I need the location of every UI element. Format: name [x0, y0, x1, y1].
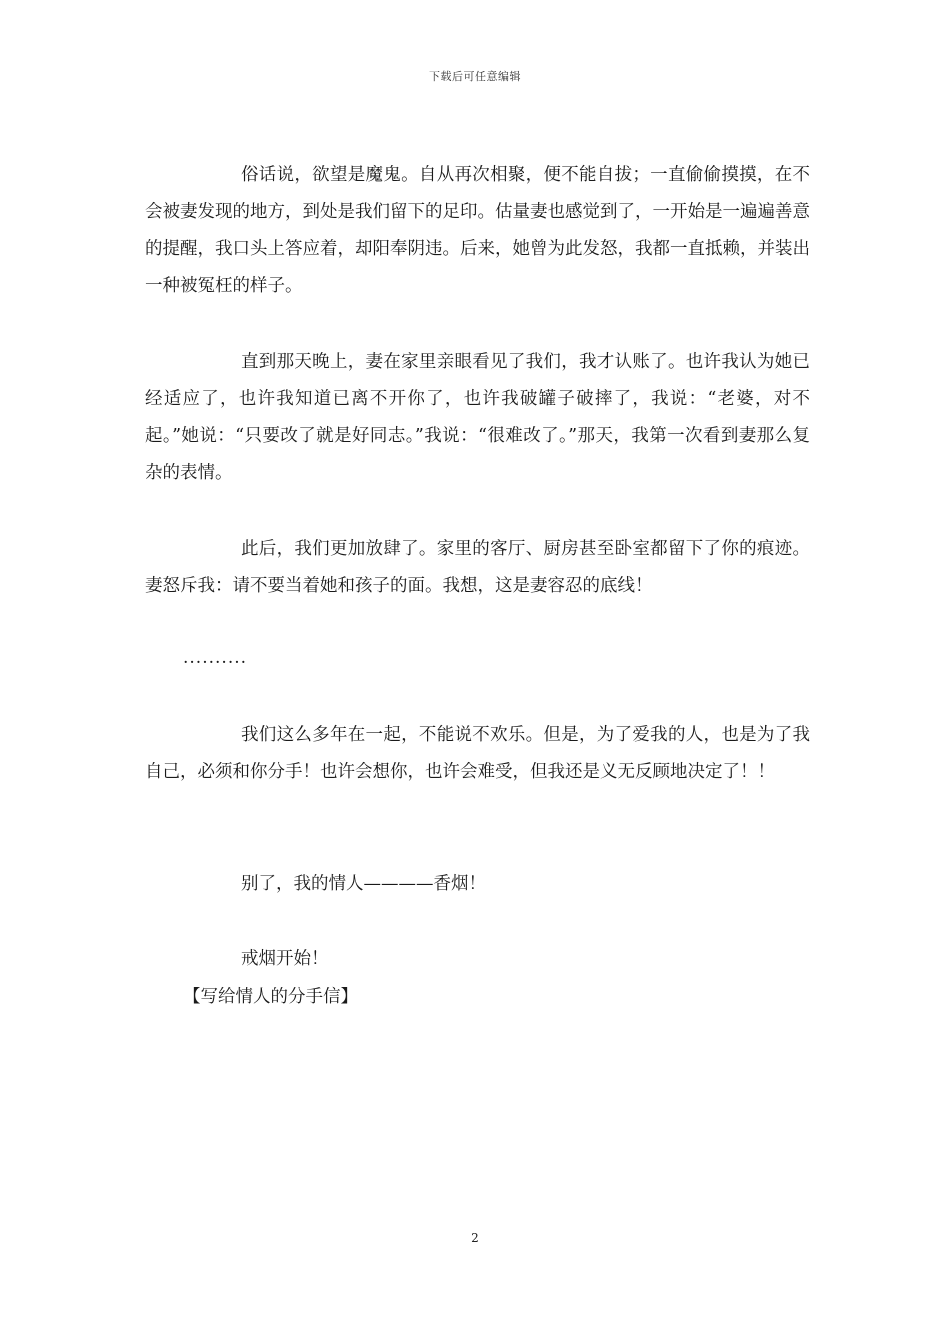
paragraph-4: [145, 717, 810, 791]
farewell-line: 别了，我的情人————香烟！: [241, 874, 486, 894]
quit-smoking-line: 戒烟开始！: [241, 949, 329, 969]
paragraph-text: 此后，我们更加放肆了。家里的客厅、厨房甚至卧室都留下了你的痕迹。妻怒斥我：请不要当着她和孩子的面。我想，这是妻容忍的底线！: [145, 539, 810, 596]
ellipsis-separator: ..........: [183, 648, 248, 668]
paragraph-1: [145, 157, 810, 305]
paragraph-text: 我们这么多年在一起，不能说不欢乐。但是，为了爱我的人，也是为了我自己，必须和你分手！也许会想你，也许会难受，但我还是义无反顾地决定了！！: [145, 725, 810, 782]
paragraph-text: 俗话说，欲望是魔鬼。自从再次相聚，便不能自拔；一直偷偷摸摸，在不会被妻发现的地方，到处是我们留下的足印。估量妻也感觉到了，一开始是一遍遍善意的提醒，我口头上答应着，却阳奉阴违。后来，她曾为此发怒，我都一直抵赖，并装出一种被冤枉的样子。: [145, 165, 810, 296]
page-header: 下载后可任意编辑: [429, 70, 521, 83]
paragraph-text: 直到那天晚上，妻在家里亲眼看见了我们，我才认账了。也许我认为她已经适应了，也许我知道已离不开你了，也许我破罐子破摔了，我说：“老婆，对不起。”她说：“只要改了就是好同志。”我说：“很难改了。”那天，我第一次看到妻那么复杂的表情。: [145, 352, 810, 483]
paragraph-3: [145, 531, 810, 605]
paragraph-2: [145, 344, 810, 492]
page-number: 2: [471, 1231, 479, 1245]
document-title: 【写给情人的分手信】: [183, 987, 358, 1007]
